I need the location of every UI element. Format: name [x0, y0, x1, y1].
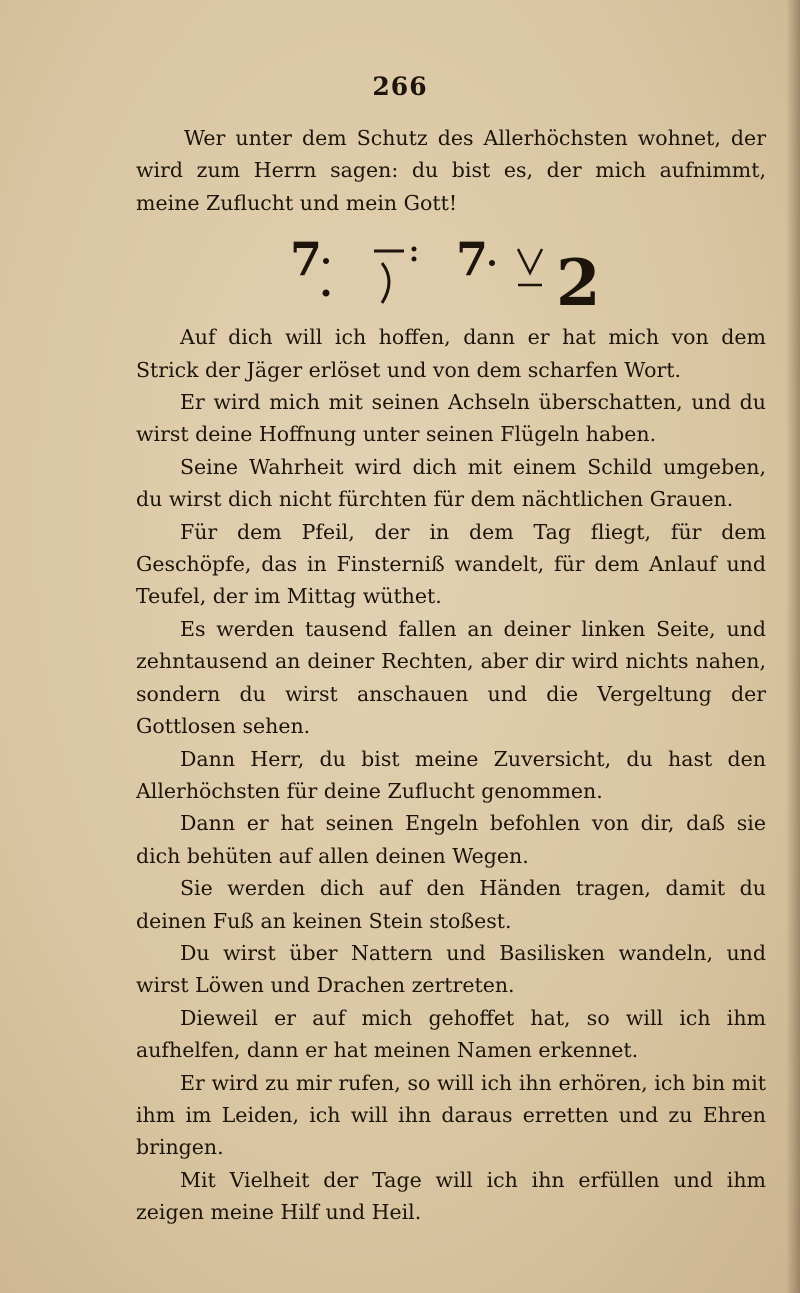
verse-paragraph: Er wird zu mir rufen, so will ich ihn erhören, ich bin mit ihm im Leiden, ich will ihn daraus erretten und zu Ehren bringen. — [136, 1070, 766, 1160]
verse-paragraph: Sie werden dich auf den Händen tragen, damit du deinen Fuß an keinen Stein stoßest. — [136, 876, 766, 933]
verse-paragraph: Er wird mich mit seinen Achseln überschatten, und du wirst deine Hoffnung unter seinen Flügeln haben. — [136, 390, 766, 447]
verse-paragraph: Auf dich will ich hoffen, dann er hat mich von dem Strick der Jäger erlöset und von dem scharfen Wort. — [136, 325, 766, 382]
page-number: 266 — [372, 72, 428, 101]
verse-paragraph: Dann Herr, du bist meine Zuversicht, du hast den Allerhöchsten für deine Zuflucht genommen. — [136, 746, 766, 803]
psalm-verses — [136, 321, 766, 1228]
svg-text:7: 7 — [290, 232, 323, 287]
verse-paragraph: Mit Vielheit der Tage will ich ihn erfüllen und ihm zeigen meine Hilf und Heil. — [136, 1167, 766, 1225]
notation-symbols-icon — [286, 223, 646, 315]
svg-text:2: 2 — [556, 246, 601, 316]
intro-paragraph — [136, 122, 766, 219]
svg-text:7: 7 — [456, 232, 489, 287]
verse-paragraph: Du wirst über Nattern und Basilisken wandeln, und wirst Löwen und Drachen zertreten. — [136, 940, 766, 998]
verse-paragraph: Es werden tausend fallen an deiner linken Seite, und zehntausend an deiner Rechten, aber dir wird nichts nahen, sondern du wirst anschauen und die Vergeltung der Gottlosen sehen. — [136, 616, 766, 739]
verse-paragraph: Dieweil er auf mich gehoffet hat, so will ich ihm aufhelfen, dann er hat meinen Namen erkennet. — [136, 1005, 766, 1063]
verse-paragraph: Dann er hat seinen Engeln befohlen von dir, daß sie dich behüten auf allen deinen Wegen. — [136, 811, 766, 868]
verse-paragraph: Für dem Pfeil, der in dem Tag fliegt, für dem Geschöpfe, das in Finsterniß wandelt, für dem Anlauf und Teufel, der im Mittag wüthet. — [136, 519, 766, 609]
intro-text: Wer unter dem Schutz des Allerhöchsten wohnet, der wird zum Herrn sagen: du bist es, der mich aufnimmt, meine Zuflucht und mein Gott! — [136, 126, 766, 215]
music-notation — [286, 223, 766, 315]
verse-paragraph: Seine Wahrheit wird dich mit einem Schild umgeben, du wirst dich nicht fürchten für dem nächtlichen Grauen. — [136, 454, 766, 512]
page-text — [136, 122, 766, 1229]
